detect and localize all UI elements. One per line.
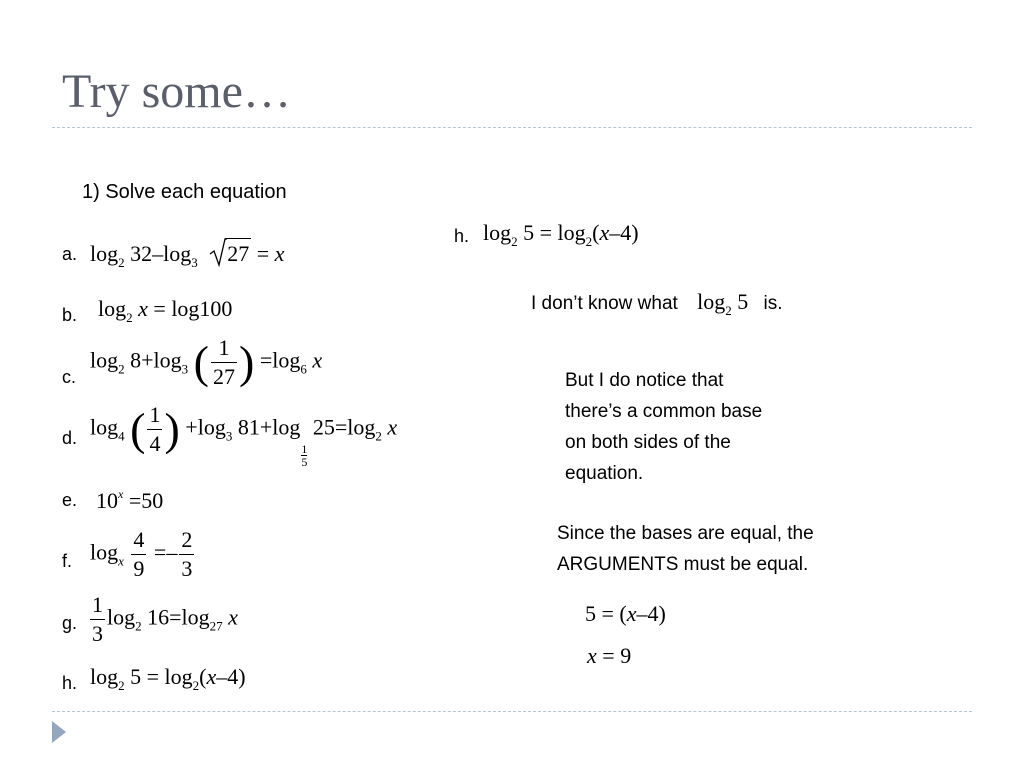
common-base-note: But I do notice that there’s a common base on both sides of the equation. xyxy=(565,370,763,484)
dont-know-text: I don’t know what $\log_2 5$ is. xyxy=(531,289,783,318)
problem-h-equation: $\log_2 5 = \log_2(x-4)$ xyxy=(90,664,246,693)
problem-c-equation: $\log_2 8+\log_3$ ( $\frac{1}{27}$ ) $=\log_6$ x xyxy=(90,335,323,389)
problem-h-label: h. xyxy=(62,673,78,693)
problem-e-label: e. xyxy=(62,490,78,510)
problem-c-label: c. xyxy=(62,367,77,387)
problem-f-label: f. xyxy=(62,551,73,571)
problem-b-label: b. xyxy=(62,305,78,325)
instruction-text: 1) Solve each equation xyxy=(82,181,287,203)
problem-f-equation: $\log_x$ $\frac{4}{9}$ =– $\frac{2}{3}$ xyxy=(90,527,193,581)
footer-divider xyxy=(52,711,972,712)
problem-d-label: d. xyxy=(62,428,78,448)
square-root: 27 xyxy=(209,243,251,265)
solution-step-1: 5 = (x–4) xyxy=(585,601,666,626)
problem-a-equation: $\log_2 32-\log_3$ 27 = x xyxy=(90,243,284,269)
worked-label: h. xyxy=(454,226,470,246)
solution-step-2: x = 9 xyxy=(587,643,632,668)
problem-g-label: g. xyxy=(62,613,78,633)
arguments-equal-note: Since the bases are equal, the ARGUMENTS must be equal. xyxy=(557,523,814,575)
problem-b-equation: $\log_2 x = \log 100$ xyxy=(98,296,233,325)
worked-equation: $\log_2 5 = \log_2(x-4)$ xyxy=(483,220,639,249)
problem-g-equation: $\frac{1}{3}$ $\log_2 16=\log_{27}$ x xyxy=(92,592,238,646)
dont-know-expression: $\log_2 5$ xyxy=(697,289,749,318)
play-icon[interactable] xyxy=(52,721,66,743)
problem-d-equation: $\log_4$ ( $\frac{1}{4}$ ) $+\log_3$ 81+log $\frac{1}{5}$ $25=\log_2$ x xyxy=(90,402,398,469)
problem-a-label: a. xyxy=(62,244,78,264)
problem-e-equation: 10$^x$ =50 xyxy=(96,487,164,513)
slide-title: Try some… xyxy=(62,65,291,118)
title-divider xyxy=(52,127,972,128)
